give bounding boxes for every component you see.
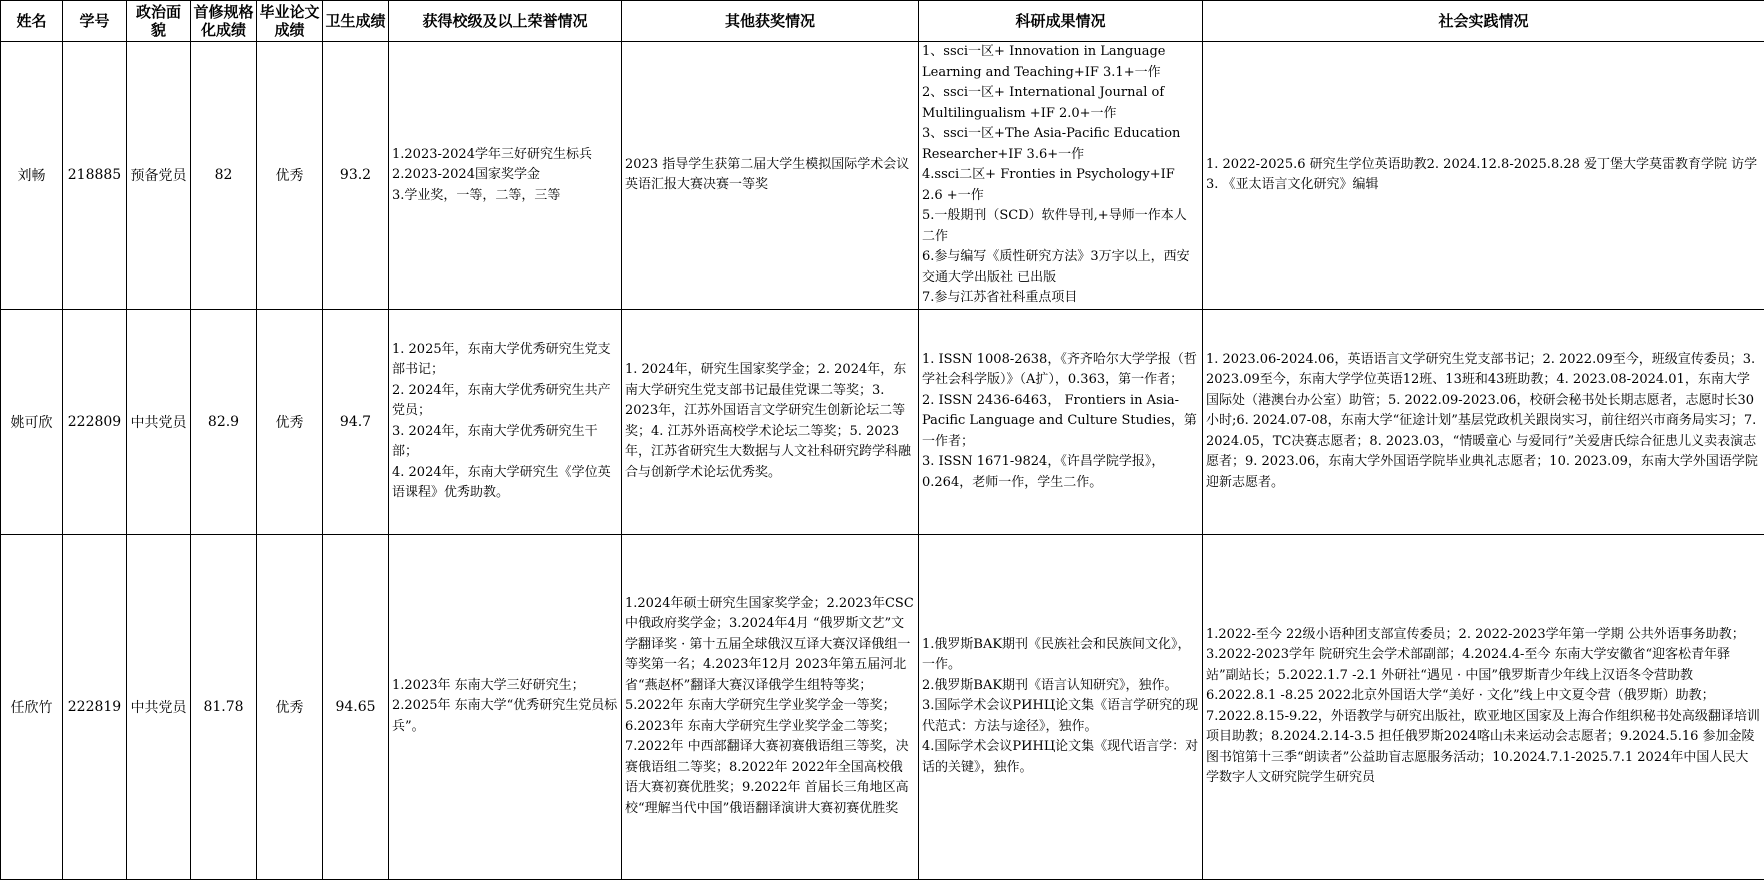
header-thesis: 毕业论文成绩 [257, 1, 323, 42]
research-item: 2. ISSN 2436-6463， Frontiers in Asia-Pacific Language and Culture Studies，第一作者； [922, 391, 1199, 453]
cell-thesis: 优秀 [257, 534, 323, 879]
research-item: 1.俄罗斯BAK期刊《民族社会和民族间文化》，一作。 [922, 635, 1199, 676]
cell-honors [389, 42, 622, 310]
table-row [1, 309, 1764, 534]
honor-item: 2.2023-2024国家奖学金 [392, 165, 618, 186]
research-item: 2、ssci一区+ International Journal of Multilingualism +IF 2.0+一作 [922, 83, 1199, 124]
cell-research [919, 309, 1203, 534]
cell-name: 姚可欣 [1, 309, 63, 534]
cell-other-awards: 1.2024年硕士研究生国家奖学金；2.2023年CSC 中俄政府奖学金；3.2024年4月 “俄罗斯文艺”文学翻译奖 · 第十五届全球俄汉互译大赛汉译俄组一等奖第一名；4.2023年12月 2023年第五届河北省“燕赵杯”翻译大赛汉译俄学生组特等奖；5.2022年 东南大学研究生学业奖学金一等奖；6.2023年 东南大学研究生学业奖学金二等奖；7.2022年 中西部翻译大赛初赛俄语组三等奖，决赛俄语组二等奖；8.2022年 2022年全国高校俄语大赛初赛优胜奖；9.2022年 首届长三角地区高校“理解当代中国”俄语翻译演讲大赛初赛优胜奖 [622, 534, 919, 879]
table-row [1, 534, 1764, 879]
research-item: 1. ISSN 1008-2638，《齐齐哈尔大学学报（哲学社会科学版）》（A扩），0.363，第一作者； [922, 350, 1199, 391]
honor-item: 4. 2024年，东南大学研究生《学位英语课程》优秀助教。 [392, 463, 618, 504]
research-item: 2.俄罗斯BAK期刊《语言认知研究》，独作。 [922, 676, 1199, 697]
research-item: 7.参与江苏省社科重点项目 [922, 288, 1199, 309]
header-politics: 政治面貌 [127, 1, 191, 42]
header-name: 姓名 [1, 1, 63, 42]
research-item: 3. ISSN 1671-9824，《许昌学院学报》，0.264，老师一作，学生二作。 [922, 452, 1199, 493]
header-row [1, 1, 1764, 42]
cell-practice: 1.2022-至今 22级小语种团支部宣传委员；2. 2022-2023学年第一学期 公共外语事务助教；3.2022-2023学年 院研究生会学术部副部；4.2024.4-至今 东南大学安徽省“迎客松青年驿站”副站长；5.2022.1.7 -2.1 外研社“遇见 · 中国”俄罗斯青少年线上汉语冬令营助教 6.2022.8.1 -8.25 2022北京外国语大学“美好 · 文化”线上中文夏令营（俄罗斯）助教；7.2022.8.15-9.22，外语教学与研究出版社，欧亚地区国家及上海合作组织秘书处高级翻译培训项目助教；8.2024.2.14-3.5 担任俄罗斯2024喀山未来运动会志愿者；9.2024.5.16 参加金陵图书馆第十三季“朗读者”公益助盲志愿服务活动；10.2024.7.1-2025.7.1 2024年中国人民大学数字人文研究院学生研究员 [1203, 534, 1764, 879]
cell-practice: 1. 2022-2025.6 研究生学位英语助教2. 2024.12.8-2025.8.28 爱丁堡大学莫雷教育学院 访学3. 《亚太语言文化研究》编辑 [1203, 42, 1764, 310]
header-other-awards: 其他获奖情况 [622, 1, 919, 42]
cell-hygiene: 94.65 [323, 534, 389, 879]
cell-gpa: 82.9 [191, 309, 257, 534]
cell-other-awards: 1. 2024年，研究生国家奖学金；2. 2024年，东南大学研究生党支部书记最佳党课二等奖；3. 2023年，江苏外国语言文学研究生创新论坛二等奖；4. 江苏外语高校学术论坛二等奖；5. 2023年，江苏省研究生大数据与人文社科研究跨学科融合与创新学术论坛优秀奖。 [622, 309, 919, 534]
research-item: 5.一般期刊（SCD）软件导刊,+导师一作本人二作 [922, 206, 1199, 247]
cell-name: 任欣竹 [1, 534, 63, 879]
cell-practice: 1. 2023.06-2024.06，英语语言文学研究生党支部书记；2. 2022.09至今，班级宣传委员；3. 2023.09至今，东南大学学位英语12班、13班和43班助教；4. 2023.08-2024.01，东南大学国际处（港澳台办公室）助管；5. 2022.09-2023.06，校研会秘书处长期志愿者，志愿时长30小时;6. 2024.07-08，东南大学“征途计划”基层党政机关跟岗实习，前往绍兴市商务局实习；7. 2024.05，TC决赛志愿者；8. 2023.03，“情暖童心 与爱同行”关爱唐氏综合征患儿义卖表演志愿者；9. 2023.06，东南大学外国语学院毕业典礼志愿者；10. 2023.09，东南大学外国语学院迎新志愿者。 [1203, 309, 1764, 534]
cell-id: 222809 [63, 309, 127, 534]
cell-politics: 预备党员 [127, 42, 191, 310]
honor-item: 2. 2024年，东南大学优秀研究生共产党员； [392, 381, 618, 422]
cell-thesis: 优秀 [257, 42, 323, 310]
research-item: 1、ssci一区+ Innovation in Language Learning and Teaching+IF 3.1+一作 [922, 42, 1199, 83]
header-practice: 社会实践情况 [1203, 1, 1764, 42]
header-hygiene: 卫生成绩 [323, 1, 389, 42]
cell-politics: 中共党员 [127, 534, 191, 879]
table-row [1, 42, 1764, 310]
research-item: 6.参与编写《质性研究方法》3万字以上，西安交通大学出版社 已出版 [922, 247, 1199, 288]
honor-item: 1.2023-2024学年三好研究生标兵 [392, 145, 618, 166]
header-gpa: 首修规格化成绩 [191, 1, 257, 42]
cell-gpa: 81.78 [191, 534, 257, 879]
cell-gpa: 82 [191, 42, 257, 310]
honor-item: 3.学业奖，一等，二等，三等 [392, 186, 618, 207]
cell-other-awards: 2023 指导学生获第二届大学生模拟国际学术会议英语汇报大赛决赛一等奖 [622, 42, 919, 310]
research-item: 3、ssci一区+The Asia-Pacific Education Researcher+IF 3.6+一作 [922, 124, 1199, 165]
research-item: 4.国际学术会议РИНЦ论文集《现代语言学：对话的关键》，独作。 [922, 737, 1199, 778]
cell-id: 222819 [63, 534, 127, 879]
honor-item: 2.2025年 东南大学“优秀研究生党员标兵”。 [392, 696, 618, 737]
cell-politics: 中共党员 [127, 309, 191, 534]
cell-research [919, 42, 1203, 310]
research-item: 3.国际学术会议РИНЦ论文集《语言学研究的现代范式：方法与途径》，独作。 [922, 696, 1199, 737]
header-id: 学号 [63, 1, 127, 42]
honor-item: 3. 2024年，东南大学优秀研究生干部； [392, 422, 618, 463]
cell-thesis: 优秀 [257, 309, 323, 534]
header-research: 科研成果情况 [919, 1, 1203, 42]
cell-hygiene: 93.2 [323, 42, 389, 310]
cell-research [919, 534, 1203, 879]
cell-honors [389, 309, 622, 534]
cell-name: 刘畅 [1, 42, 63, 310]
research-item: 4.ssci二区+ Fronties in Psychology+IF 2.6 +一作 [922, 165, 1199, 206]
honor-item: 1.2023年 东南大学三好研究生； [392, 676, 618, 697]
cell-hygiene: 94.7 [323, 309, 389, 534]
cell-id: 218885 [63, 42, 127, 310]
cell-honors [389, 534, 622, 879]
honor-item: 1. 2025年，东南大学优秀研究生党支部书记； [392, 340, 618, 381]
header-honors: 获得校级及以上荣誉情况 [389, 1, 622, 42]
